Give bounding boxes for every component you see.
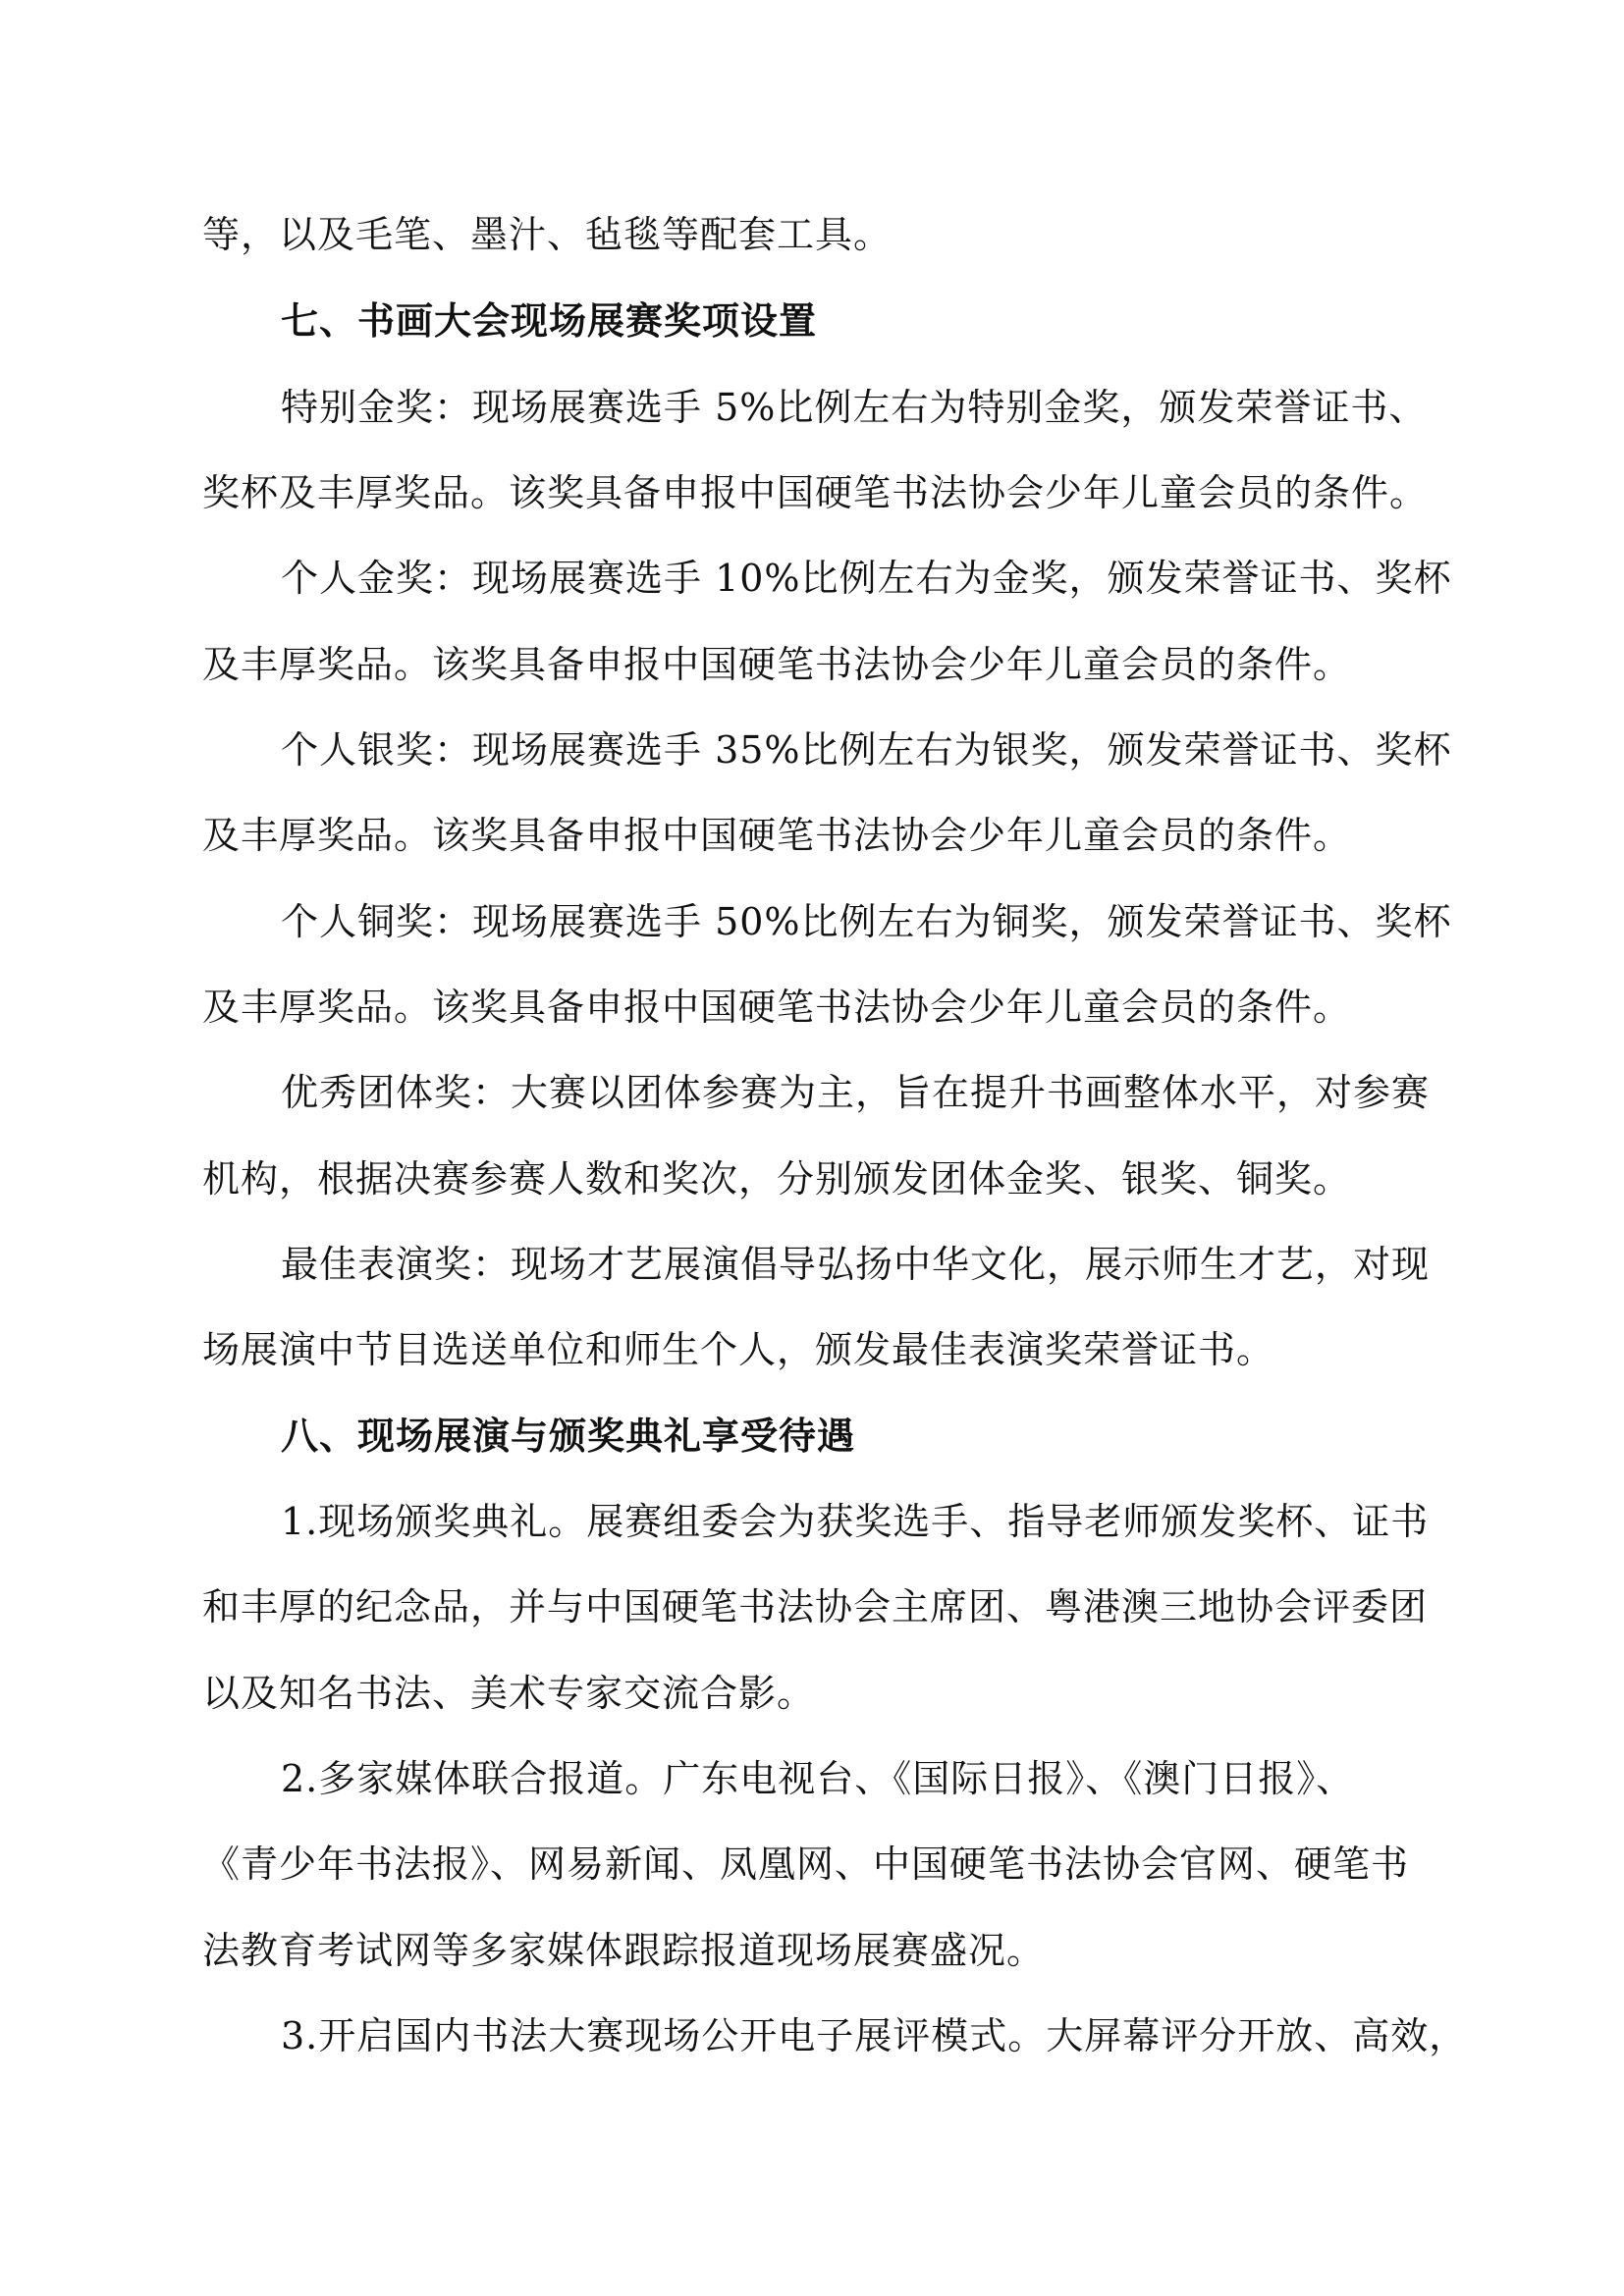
benefit-ceremony-line-2: 和丰厚的纪念品，并与中国硬笔书法协会主席团、粤港澳三地协会评委团 [202,1585,1429,1629]
award-bronze-line-2: 及丰厚奖品。该奖具备申报中国硬笔书法协会少年儿童会员的条件。 [202,986,1352,1029]
section-heading-awards: 七、书画大会现场展赛奖项设置 [281,298,818,343]
award-special-gold-line-2: 奖杯及丰厚奖品。该奖具备申报中国硬笔书法协会少年儿童会员的条件。 [202,471,1429,514]
award-gold-line-1: 个人金奖：现场展赛选手 10%比例左右为金奖，颁发荣誉证书、奖杯 [281,557,1452,600]
award-silver-line-2: 及丰厚奖品。该奖具备申报中国硬笔书法协会少年儿童会员的条件。 [202,814,1352,857]
document-page [202,0,1468,2296]
award-silver-line-1: 个人银奖：现场展赛选手 35%比例左右为银奖，颁发荣誉证书、奖杯 [281,728,1452,772]
paragraph-continuation-tools: 等，以及毛笔、墨汁、毡毯等配套工具。 [202,213,893,256]
benefit-ceremony-line-3: 以及知名书法、美术专家交流合影。 [202,1672,816,1715]
award-team-line-2: 机构，根据决赛参赛人数和奖次，分别颁发团体金奖、银奖、铜奖。 [202,1157,1352,1201]
award-performance-line-1: 最佳表演奖：现场才艺展演倡导弘扬中华文化，展示师生才艺，对现 [281,1243,1431,1286]
award-team-line-1: 优秀团体奖：大赛以团体参赛为主，旨在提升书画整体水平，对参赛 [281,1071,1431,1114]
benefit-ceremony-line-1: 1.现场颁奖典礼。展赛组委会为获奖选手、指导老师颁发奖杯、证书 [281,1500,1430,1543]
award-bronze-line-1: 个人铜奖：现场展赛选手 50%比例左右为铜奖，颁发荣誉证书、奖杯 [281,900,1452,943]
award-special-gold-line-1: 特别金奖：现场展赛选手 5%比例左右为特别金奖，颁发荣誉证书、 [281,386,1428,429]
benefit-media-line-3: 法教育考试网等多家媒体跟踪报道现场展赛盛况。 [202,1929,1046,1972]
benefit-media-line-1: 2.多家媒体联合报道。广东电视台、《国际日报》、《澳门日报》、 [281,1757,1355,1800]
section-heading-benefits: 八、现场展演与颁奖典礼享受待遇 [281,1414,856,1458]
award-gold-line-2: 及丰厚奖品。该奖具备申报中国硬笔书法协会少年儿童会员的条件。 [202,643,1352,686]
benefit-electronic-review-line-1: 3.开启国内书法大赛现场公开电子展评模式。大屏幕评分开放、高效， [281,2014,1468,2057]
benefit-media-line-2: 《青少年书法报》、网易新闻、凤凰网、中国硬笔书法协会官网、硬笔书 [202,1842,1410,1886]
award-performance-line-2: 场展演中节目选送单位和师生个人，颁发最佳表演奖荣誉证书。 [202,1328,1275,1371]
